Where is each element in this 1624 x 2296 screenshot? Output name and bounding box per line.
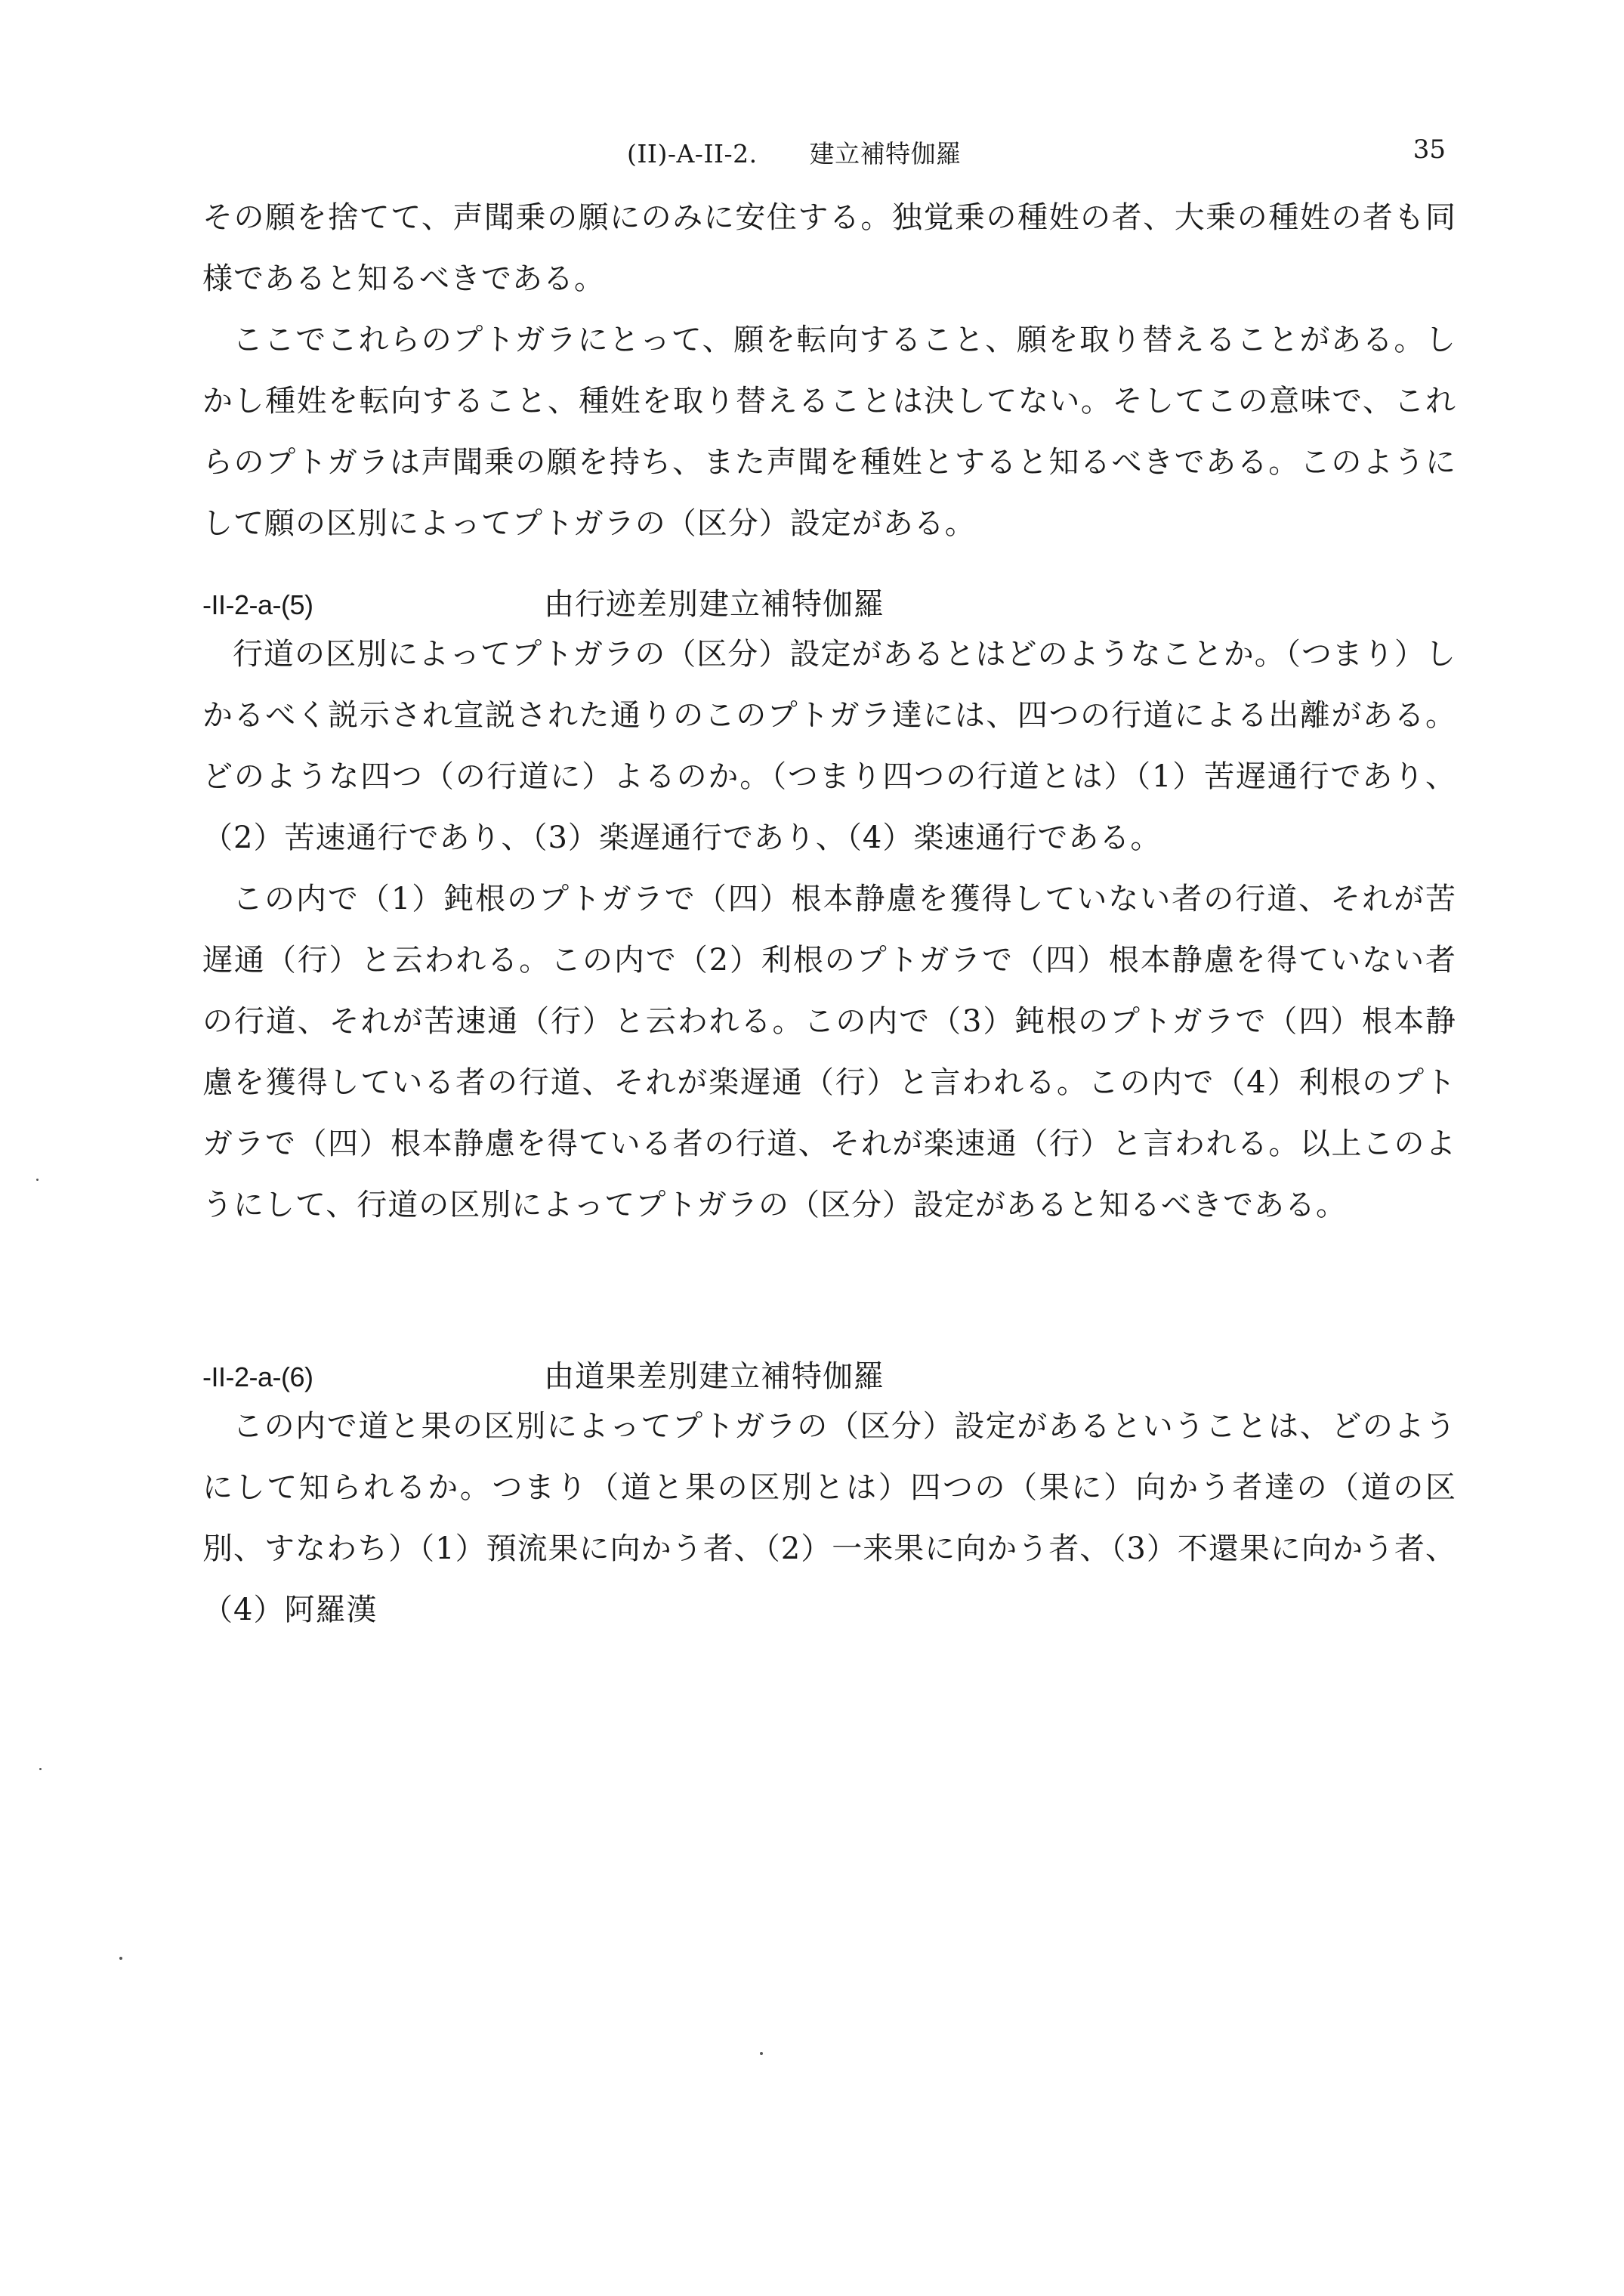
paragraph: ここでこれらのプトガラにとって、願を転向すること、願を取り替えることがある。しかし種姓を転向すること、種姓を取り替えることは決してない。そしてこの意味で、これらのプトガラは声聞乗の願を持ち、また声聞を種姓とすると知るべきである。このようにして願の区別によってプトガラの（区分）設定がある。 bbox=[202, 323, 1456, 541]
section-5-text-block bbox=[202, 624, 1456, 1236]
section-title: 由道果差別建立補特伽羅 bbox=[544, 1359, 885, 1394]
header-section-title: 建立補特伽羅 bbox=[809, 139, 962, 168]
scan-speck bbox=[36, 1179, 39, 1181]
section-code: -II-2-a-(5) bbox=[202, 589, 313, 620]
header-section-number: (II)-A-II-2. bbox=[627, 139, 758, 168]
paragraph: 行道の区別によってプトガラの（区分）設定があるとはどのようなことか。（つまり）しかるべく説示され宣説された通りのこのプトガラ達には、四つの行道による出離がある。どのような四つ（の行道に）よるのか。（つまり四つの行道とは）（1）苦遅通行であり、（2）苦速通行であり、（3）楽遅通行であり、（4）楽速通行である。 bbox=[202, 637, 1456, 855]
running-header bbox=[627, 134, 962, 170]
scan-speck bbox=[760, 2052, 763, 2055]
section-title: 由行迹差別建立補特伽羅 bbox=[544, 587, 885, 622]
scan-speck bbox=[39, 1768, 42, 1770]
section-code: -II-2-a-(6) bbox=[202, 1361, 313, 1392]
page-number: 35 bbox=[1413, 134, 1446, 165]
intro-text-block bbox=[202, 187, 1456, 555]
paragraph: この内で（1）鈍根のプトガラで（四）根本静慮を獲得していない者の行道、それが苦遅通（行）と云われる。この内で（2）利根のプトガラで（四）根本静慮を得ていない者の行道、それが苦速通（行）と云われる。この内で（3）鈍根のプトガラで（四）根本静慮を獲得している者の行道、それが楽遅通（行）と言われる。この内で（4）利根のプトガラで（四）根本静慮を得ている者の行道、それが楽速通（行）と言われる。以上このようにして、行道の区別によってプトガラの（区分）設定があると知るべきである。 bbox=[202, 882, 1456, 1222]
paragraph: その願を捨てて、声聞乗の願にのみに安住する。独覚乗の種姓の者、大乗の種姓の者も同様であると知るべきである。 bbox=[202, 200, 1456, 296]
section-heading-5 bbox=[202, 580, 885, 623]
paragraph: この内で道と果の区別によってプトガラの（区分）設定があるということは、どのようにして知られるか。つまり（道と果の区別とは）四つの（果に）向かう者達の（道の区別、すなわち）（1）預流果に向かう者、（2）一来果に向かう者、（3）不還果に向かう者、（4）阿羅漢 bbox=[202, 1409, 1456, 1627]
section-6-text-block bbox=[202, 1396, 1456, 1641]
section-heading-6 bbox=[202, 1352, 885, 1395]
scan-speck bbox=[119, 1957, 122, 1960]
